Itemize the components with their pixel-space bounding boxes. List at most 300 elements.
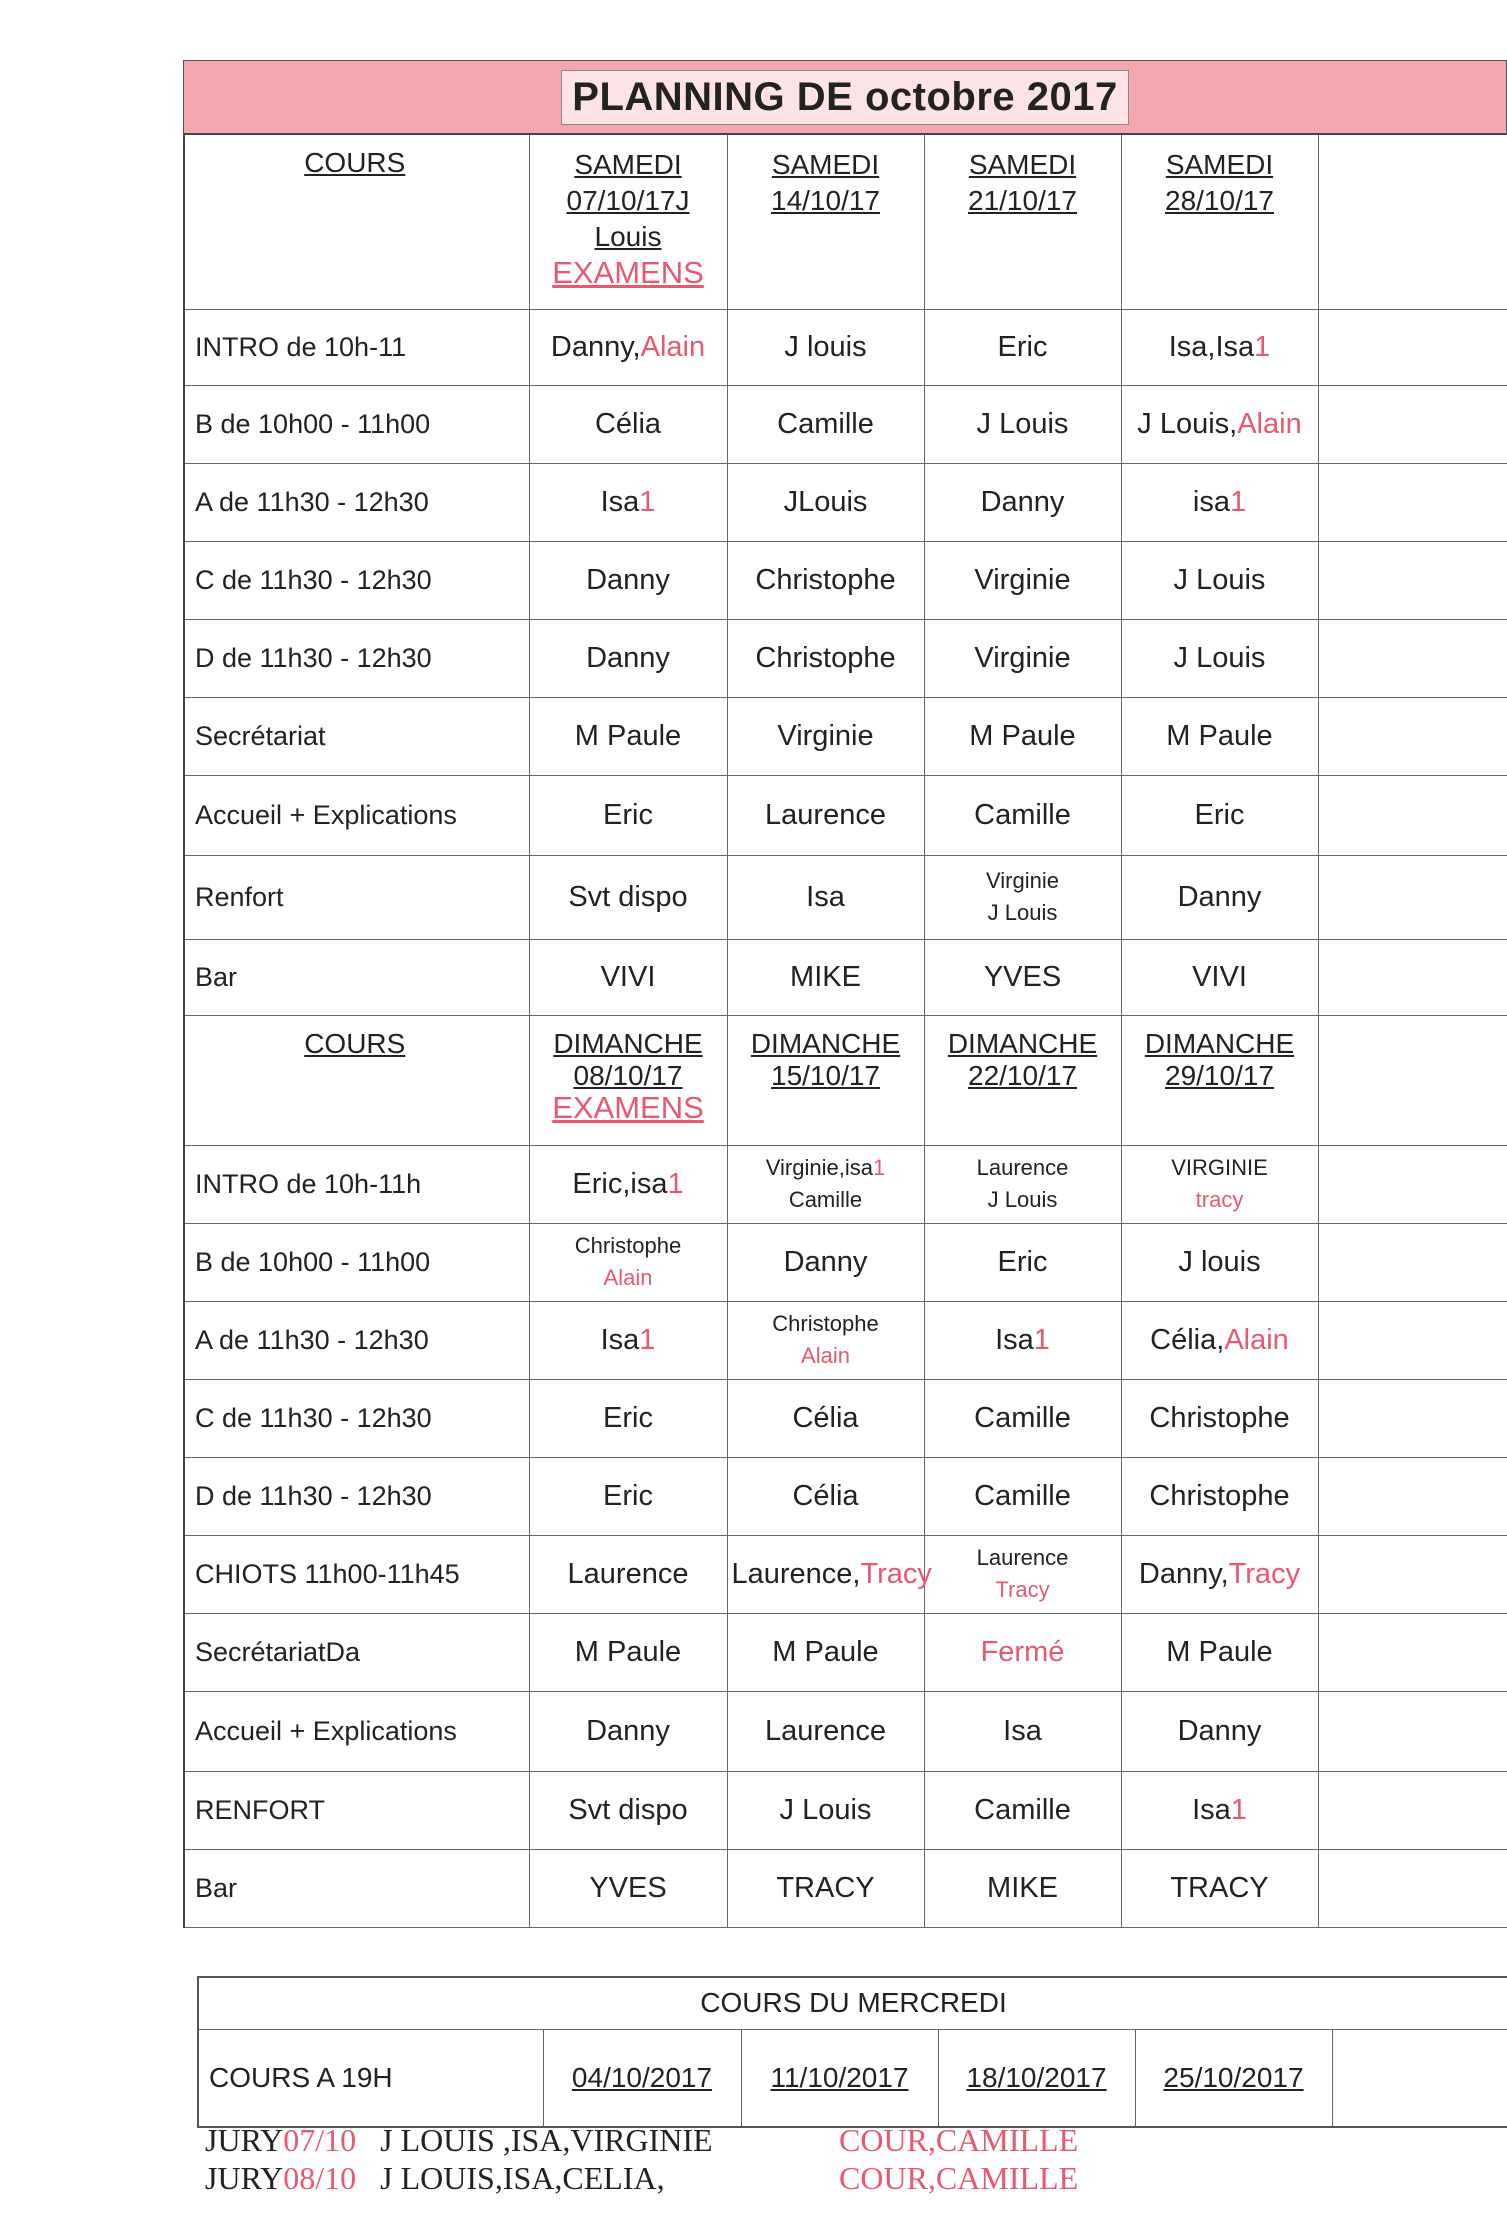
assignment-cell: [727, 1849, 924, 1927]
course-label-text: SecrétariatDa: [195, 1636, 361, 1667]
schedule-row: [184, 1535, 1507, 1613]
assignee: TRACY: [1170, 1871, 1269, 1904]
schedule-row: [184, 1771, 1507, 1849]
assignee: Isa,Isa: [1168, 330, 1255, 363]
cours-header: [184, 135, 529, 309]
cours-label: COURS: [304, 147, 406, 178]
course-label-text: B de 10h00 - 11h00: [195, 408, 431, 439]
two-line-assignment: [929, 865, 1117, 929]
assignee: Danny,: [1138, 1557, 1229, 1590]
schedule-row: [184, 1849, 1507, 1927]
assignee: Christophe: [574, 1233, 682, 1258]
assignee: MIKE: [790, 960, 861, 993]
assignee-note: Alain: [1224, 1323, 1289, 1356]
assignment-cell: [1121, 619, 1318, 697]
assignment-cell: [1121, 939, 1318, 1015]
day-date: 28/10/17: [1165, 185, 1274, 216]
assignment-cell: [924, 1457, 1121, 1535]
assignee-note: Alain: [603, 1265, 653, 1290]
empty-cell: [1318, 1379, 1507, 1457]
course-label: [184, 1223, 529, 1301]
day-name: DIMANCHE: [947, 1027, 1098, 1059]
cours-header: [184, 1015, 529, 1145]
assignment-cell: [924, 1301, 1121, 1379]
assignment-cell: [1121, 541, 1318, 619]
empty-cell: [1318, 619, 1507, 697]
assignee-note: Tracy: [995, 1577, 1050, 1602]
assignee: Christophe: [755, 563, 896, 596]
course-label: [184, 1457, 529, 1535]
assignment-cell: [529, 541, 727, 619]
empty-cell: [1318, 1223, 1507, 1301]
empty-cell: [1318, 697, 1507, 775]
day-header: [529, 135, 727, 309]
day-name: DIMANCHE: [1144, 1027, 1295, 1059]
assignment-cell: [727, 1457, 924, 1535]
day-date: 15/10/17: [771, 1059, 880, 1091]
assignment-cell: [529, 1535, 727, 1613]
assignee: YVES: [983, 960, 1062, 993]
day-header: [924, 135, 1121, 309]
day-date: 22/10/17: [968, 1059, 1077, 1091]
assignee-note: 1: [1229, 485, 1247, 518]
assignee: M Paule: [574, 1635, 682, 1668]
assignee: Isa: [995, 1323, 1034, 1356]
schedule-row: [184, 541, 1507, 619]
day-header: [727, 1015, 924, 1145]
course-label: [184, 463, 529, 541]
empty-cell: [1318, 385, 1507, 463]
assignment-cell: [1121, 1613, 1318, 1691]
course-label-text: RENFORT: [195, 1794, 326, 1825]
assignment-cell: [924, 1223, 1121, 1301]
exam-marker: EXAMENS: [552, 1089, 704, 1125]
course-label: [184, 309, 529, 385]
assignment-cell: [924, 1379, 1121, 1457]
course-label: [184, 1535, 529, 1613]
assignee: Eric,isa: [572, 1167, 668, 1200]
assignment-cell: [924, 619, 1121, 697]
assignment-cell: [529, 1301, 727, 1379]
assignment-cell: [1121, 855, 1318, 939]
assignment-cell: [727, 309, 924, 385]
assignee: Virginie: [777, 719, 874, 752]
course-label: [184, 385, 529, 463]
course-label-text: C de 11h30 - 12h30: [195, 564, 432, 595]
planning-table: [183, 135, 1507, 1928]
assignment-cell: [1121, 1379, 1318, 1457]
assignment-cell: [924, 541, 1121, 619]
day-name: SAMEDI: [771, 149, 880, 180]
assignee-note: Alain: [1237, 407, 1302, 440]
assignee: J Louis: [976, 407, 1069, 440]
assignee: J Louis: [1173, 641, 1266, 674]
assignment-cell: [727, 619, 924, 697]
assignment-cell: [1121, 1457, 1318, 1535]
planning-sheet: [183, 60, 1507, 1928]
assignment-cell: [727, 775, 924, 855]
assignee: Camille: [974, 798, 1071, 831]
assignment-cell: [529, 1771, 727, 1849]
course-label-text: Accueil + Explications: [195, 799, 457, 830]
mercredi-title: COURS DU MERCREDI: [198, 1977, 1507, 2029]
title-band: [183, 60, 1507, 135]
assignee: Eric: [603, 1401, 653, 1434]
assignee: Laurence: [976, 1155, 1069, 1180]
assignee: Virginie,isa: [765, 1155, 873, 1180]
assignee: Eric: [1194, 798, 1245, 831]
assignee-note: 1: [639, 485, 656, 518]
saturday-header-row: [184, 135, 1507, 309]
assignee: Christophe: [772, 1311, 879, 1336]
schedule-row: [184, 855, 1507, 939]
assignee: YVES: [589, 1871, 667, 1904]
assignment-cell: [727, 697, 924, 775]
empty-cell: [1318, 939, 1507, 1015]
empty-cell: [1318, 1457, 1507, 1535]
course-label: [184, 939, 529, 1015]
assignee: Danny: [586, 1714, 670, 1747]
empty-cell: [1318, 1613, 1507, 1691]
exam-marker: EXAMENS: [552, 255, 704, 290]
empty-cell: [1318, 1015, 1507, 1145]
assignee: Virginie: [974, 641, 1071, 674]
assignment-cell: [924, 939, 1121, 1015]
course-label: [184, 1849, 529, 1927]
assignee: Eric: [603, 1479, 653, 1512]
assignee: Isa: [806, 880, 845, 913]
empty-cell: [1318, 309, 1507, 385]
course-label-text: D de 11h30 - 12h30: [195, 642, 432, 673]
assignment-cell: [924, 309, 1121, 385]
assignment-cell: [529, 1379, 727, 1457]
assignment-cell: [1121, 697, 1318, 775]
course-label-text: INTRO de 10h-11h: [195, 1168, 422, 1199]
assignee: VIVI: [1192, 960, 1247, 993]
assignee: Christophe: [1149, 1479, 1290, 1512]
assignee: Eric: [997, 1245, 1048, 1278]
schedule-row: [184, 1145, 1507, 1223]
assignee: Svt dispo: [568, 1793, 688, 1826]
two-line-assignment: [1126, 1152, 1314, 1216]
day-date: 29/10/17: [1165, 1059, 1274, 1091]
assignee-note: Alain: [801, 1343, 850, 1368]
assignment-cell: [924, 1691, 1121, 1771]
assignment-cell: [1121, 385, 1318, 463]
assignee: J Louis,: [1137, 407, 1238, 440]
day-extra: Louis: [594, 221, 662, 252]
assignee: MIKE: [987, 1871, 1058, 1904]
day-header: [1121, 135, 1318, 309]
assignee: Célia: [792, 1479, 859, 1512]
day-name: DIMANCHE: [553, 1027, 703, 1059]
mercredi-date: 18/10/2017: [938, 2029, 1135, 2127]
assignee: VIVI: [600, 960, 656, 993]
course-label-text: Renfort: [195, 881, 284, 912]
course-label-text: A de 11h30 - 12h30: [195, 1324, 429, 1355]
two-line-assignment: [534, 1230, 723, 1294]
assignment-cell: [529, 939, 727, 1015]
day-name: SAMEDI: [574, 149, 682, 180]
assignment-cell: [727, 1301, 924, 1379]
assignee: Célia,: [1150, 1323, 1225, 1356]
assignee: Danny,: [550, 330, 641, 363]
day-name: DIMANCHE: [750, 1027, 901, 1059]
assignment-cell: [1121, 1301, 1318, 1379]
day-date: 14/10/17: [771, 185, 880, 216]
assignment-cell: [924, 1771, 1121, 1849]
course-label: [184, 541, 529, 619]
assignment-cell: [529, 855, 727, 939]
assignee: Christophe: [755, 641, 896, 674]
assignee: Célia: [792, 1401, 859, 1434]
course-label-text: Secrétariat: [195, 720, 326, 751]
assignee: VIRGINIE: [1171, 1155, 1268, 1180]
assignee: Laurence: [765, 798, 886, 831]
schedule-row: [184, 1223, 1507, 1301]
assignee: Danny: [586, 641, 670, 674]
assignee-note: Fermé: [980, 1635, 1065, 1668]
assignment-cell: [529, 309, 727, 385]
assignee: J Louis: [779, 1793, 872, 1826]
assignee: J Louis: [987, 900, 1058, 925]
schedule-row: [184, 1379, 1507, 1457]
course-label: [184, 1379, 529, 1457]
assignment-cell: [924, 775, 1121, 855]
assignment-cell: [924, 1535, 1121, 1613]
day-date: 07/10/17J: [566, 185, 690, 216]
schedule-row: [184, 775, 1507, 855]
assignee-note: 1: [1230, 1793, 1247, 1826]
assignment-cell: [529, 1613, 727, 1691]
course-label: [184, 1145, 529, 1223]
assignment-cell: [727, 541, 924, 619]
assignee: Eric: [997, 330, 1048, 363]
assignment-cell: [1121, 309, 1318, 385]
empty-cell: [1318, 541, 1507, 619]
assignment-cell: [1121, 775, 1318, 855]
day-name: SAMEDI: [1165, 149, 1274, 180]
assignee: Danny: [783, 1245, 868, 1278]
assignment-cell: [727, 385, 924, 463]
day-header: [924, 1015, 1121, 1145]
schedule-row: [184, 309, 1507, 385]
assignee-note: Tracy: [1228, 1557, 1301, 1590]
assignee: Laurence: [976, 1545, 1069, 1570]
schedule-row: [184, 463, 1507, 541]
course-label-text: Bar: [195, 961, 238, 992]
assignment-cell: [924, 385, 1121, 463]
assignment-cell: [529, 1145, 727, 1223]
assignment-cell: [529, 385, 727, 463]
course-label: [184, 775, 529, 855]
jury-line: JURY07/10 J LOUIS ,ISA,VIRGINIE COUR,CAMILLE: [205, 2122, 1079, 2158]
assignee: Danny: [1177, 880, 1262, 913]
assignment-cell: [529, 775, 727, 855]
two-line-assignment: [929, 1152, 1117, 1216]
assignment-cell: [1121, 1223, 1318, 1301]
assignment-cell: [529, 1457, 727, 1535]
assignee: Isa: [600, 1323, 640, 1356]
course-label-text: Accueil + Explications: [195, 1715, 457, 1746]
assignee: Isa: [1003, 1714, 1042, 1747]
course-label: [184, 1771, 529, 1849]
schedule-row: [184, 1301, 1507, 1379]
assignment-cell: [1121, 463, 1318, 541]
assignee-note: 1: [1254, 330, 1271, 363]
assignee: Danny: [586, 563, 670, 596]
course-label-text: INTRO de 10h-11: [195, 331, 407, 362]
assignee: M Paule: [969, 719, 1076, 752]
assignee-note: 1: [1033, 1323, 1050, 1356]
assignee: J louis: [1178, 1245, 1261, 1278]
mercredi-date: 04/10/2017: [543, 2029, 741, 2127]
assignment-cell: [727, 1613, 924, 1691]
schedule-row: [184, 1691, 1507, 1771]
empty-cell: [1318, 463, 1507, 541]
course-label: [184, 1301, 529, 1379]
assignee: Célia: [594, 407, 662, 440]
assignment-cell: [924, 697, 1121, 775]
assignment-cell: [1121, 1535, 1318, 1613]
two-line-assignment: [732, 1308, 920, 1372]
assignee: Virginie: [974, 563, 1071, 596]
assignment-cell: [1121, 1691, 1318, 1771]
schedule-row: [184, 697, 1507, 775]
assignee-note: 1: [872, 1155, 886, 1180]
course-label: [184, 697, 529, 775]
assignment-cell: [727, 463, 924, 541]
assignment-cell: [924, 463, 1121, 541]
assignment-cell: [924, 1849, 1121, 1927]
day-date: 08/10/17: [573, 1059, 683, 1091]
assignment-cell: [529, 619, 727, 697]
assignee-note: 1: [639, 1323, 656, 1356]
course-label: [184, 1613, 529, 1691]
assignee: Camille: [974, 1401, 1071, 1434]
assignment-cell: [924, 1613, 1121, 1691]
course-label: [184, 855, 529, 939]
assignment-cell: [727, 939, 924, 1015]
mercredi-empty-cell: [1332, 2029, 1507, 2127]
two-line-assignment: [929, 1542, 1117, 1606]
course-label-text: B de 10h00 - 11h00: [195, 1246, 431, 1277]
assignee: Laurence,: [731, 1557, 861, 1590]
cours-label: COURS: [304, 1027, 406, 1059]
assignment-cell: [727, 1691, 924, 1771]
mercredi-date: 25/10/2017: [1135, 2029, 1332, 2127]
assignee: Laurence: [765, 1714, 886, 1747]
assignment-cell: [1121, 1771, 1318, 1849]
empty-cell: [1318, 1691, 1507, 1771]
assignee: Eric: [603, 798, 653, 831]
course-label: [184, 619, 529, 697]
jury-line: JURY08/10 J LOUIS,ISA,CELIA, COUR,CAMILLE: [205, 2160, 1079, 2196]
assignee: M Paule: [1166, 719, 1273, 752]
assignee-note: Alain: [640, 330, 706, 363]
assignee: Isa: [600, 485, 640, 518]
course-label-text: A de 11h30 - 12h30: [195, 486, 429, 517]
schedule-row: [184, 939, 1507, 1015]
assignee: Virginie: [986, 868, 1059, 893]
day-name: SAMEDI: [968, 149, 1077, 180]
course-label-text: D de 11h30 - 12h30: [195, 1480, 432, 1511]
assignee: Isa: [1192, 1793, 1231, 1826]
assignee: M Paule: [1166, 1635, 1273, 1668]
assignee-note: tracy: [1195, 1187, 1244, 1212]
empty-cell: [1318, 1771, 1507, 1849]
day-header: [1121, 1015, 1318, 1145]
assignment-cell: [727, 1145, 924, 1223]
day-header: [529, 1015, 727, 1145]
assignee: Laurence: [567, 1557, 689, 1590]
day-header: [727, 135, 924, 309]
assignment-cell: [727, 1535, 932, 1613]
assignee: Danny: [980, 485, 1065, 518]
assignment-cell: [529, 1223, 727, 1301]
mercredi-label: COURS A 19H: [198, 2029, 543, 2127]
assignment-cell: [529, 1691, 727, 1771]
assignment-cell: [924, 1145, 1121, 1223]
assignee: JLouis: [783, 485, 868, 518]
empty-cell: [1318, 1145, 1507, 1223]
assignee: Camille: [974, 1479, 1071, 1512]
assignment-cell: [1121, 1145, 1318, 1223]
assignment-cell: [727, 1771, 924, 1849]
schedule-row: [184, 1613, 1507, 1691]
course-label-text: Bar: [195, 1872, 238, 1903]
empty-cell: [1318, 1849, 1507, 1927]
page-title: PLANNING DE octobre 2017: [561, 70, 1128, 125]
assignee: Camille: [788, 1187, 863, 1212]
assignment-cell: [1121, 1849, 1318, 1927]
schedule-row: [184, 385, 1507, 463]
assignee: Camille: [777, 407, 874, 440]
assignment-cell: [727, 1379, 924, 1457]
schedule-row: [184, 619, 1507, 697]
sunday-header-row: [184, 1015, 1507, 1145]
assignee: Danny: [1177, 1714, 1262, 1747]
day-date: 21/10/17: [968, 185, 1077, 216]
assignee-note: 1: [667, 1167, 684, 1200]
assignee: Camille: [974, 1793, 1071, 1826]
assignee: Christophe: [1149, 1401, 1290, 1434]
assignee-note: Tracy: [860, 1557, 932, 1590]
assignment-cell: [727, 855, 924, 939]
course-label-text: C de 11h30 - 12h30: [195, 1402, 432, 1433]
assignee: TRACY: [776, 1871, 875, 1904]
assignment-cell: [529, 463, 727, 541]
mercredi-table: [197, 1976, 1507, 2128]
mercredi-date: 11/10/2017: [741, 2029, 938, 2127]
assignee: J louis: [784, 330, 867, 363]
assignee: M Paule: [574, 719, 682, 752]
assignee: M Paule: [772, 1635, 879, 1668]
assignee: J Louis: [987, 1187, 1058, 1212]
empty-cell: [1318, 1535, 1507, 1613]
assignment-cell: [529, 1849, 727, 1927]
assignee: isa: [1192, 485, 1230, 518]
empty-cell: [1318, 855, 1507, 939]
assignee: J Louis: [1173, 563, 1266, 596]
course-label-text: CHIOTS 11h00-11h45: [195, 1558, 460, 1589]
assignment-cell: [727, 1223, 924, 1301]
empty-cell: [1318, 1301, 1507, 1379]
assignment-cell: [529, 697, 727, 775]
empty-cell: [1318, 775, 1507, 855]
two-line-assignment: [732, 1152, 920, 1216]
course-label: [184, 1691, 529, 1771]
